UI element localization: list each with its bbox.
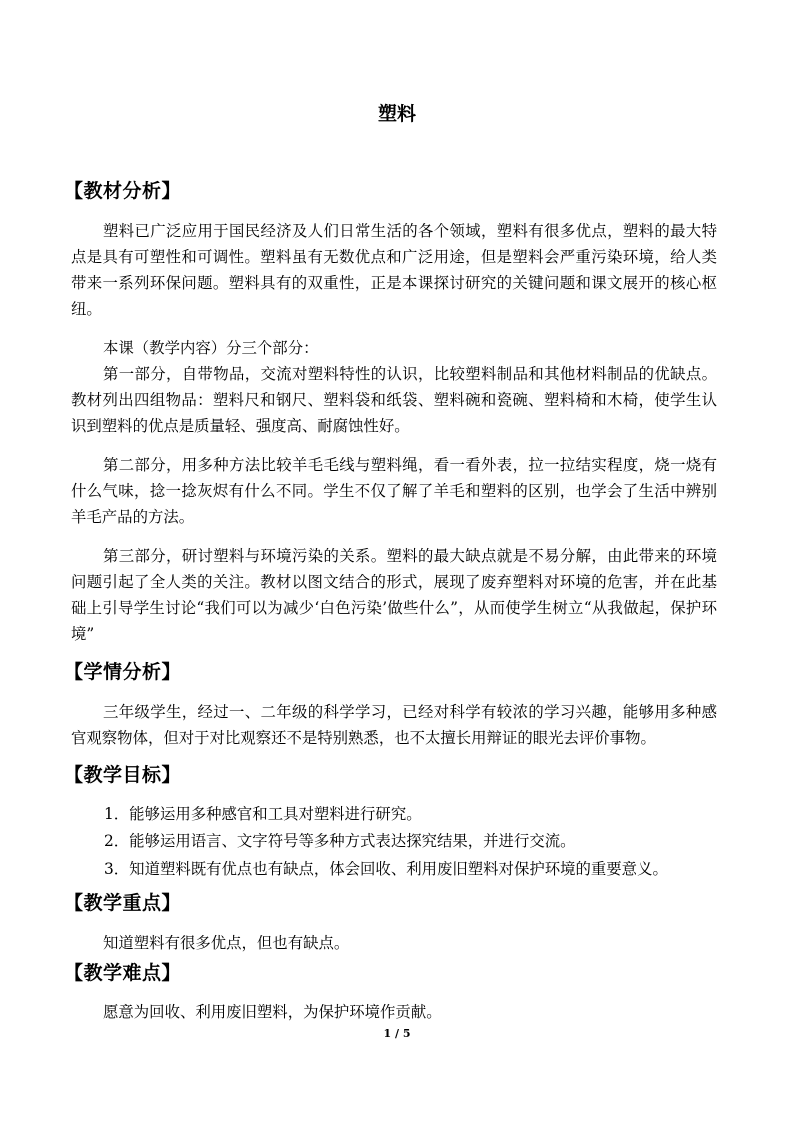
section-heading-teaching-goals: 【教学目标】 <box>64 764 182 786</box>
paragraph: 三年级学生，经过一、二年级的科学学习，已经对科学有较浓的学习兴趣，能够用多种感官观察物体，但对于对比观察还不是特别熟悉，也不太擅长用辩证的眼光去评价事物。 <box>71 703 717 747</box>
list-item: 2．能够运用语言、文字符号等多种方式表达探究结果，并进行交流。 <box>104 832 576 850</box>
section-heading-textbook-analysis: 【教材分析】 <box>64 180 182 202</box>
document-title: 塑料 <box>377 103 416 125</box>
list-item: 1．能够运用多种感官和工具对塑料进行研究。 <box>104 805 422 823</box>
list-item: 3．知道塑料既有优点也有缺点，体会回收、利用废旧塑料对保护环境的重要意义。 <box>104 860 668 878</box>
paragraph: 本课（教学内容）分三个部分： <box>103 339 319 357</box>
paragraph: 塑料已广泛应用于国民经济及人们日常生活的各个领域，塑料有很多优点，塑料的最大特点是具有可塑性和可调性。塑料虽有无数优点和广泛用途，但是塑料会严重污染环境，给人类带来一系列环保问题。塑料具有的双重性，正是本课探讨研究的关键问题和课文展开的核心枢纽。 <box>71 222 717 318</box>
page-number: 1 / 5 <box>383 1027 411 1040</box>
section-heading-key-points: 【教学重点】 <box>64 892 182 914</box>
section-heading-student-analysis: 【学情分析】 <box>64 661 182 683</box>
paragraph: 第二部分，用多种方法比较羊毛毛线与塑料绳，看一看外表，拉一拉结实程度，烧一烧有什么气味，捻一捻灰烬有什么不同。学生不仅了解了羊毛和塑料的区别，也学会了生活中辨别羊毛产品的方法。 <box>71 456 717 526</box>
section-heading-difficult-points: 【教学难点】 <box>64 962 182 984</box>
paragraph: 愿意为回收、利用废旧塑料，为保护环境作贡献。 <box>103 1003 442 1021</box>
paragraph: 第三部分，研讨塑料与环境污染的关系。塑料的最大缺点就是不易分解，由此带来的环境问题引起了全人类的关注。教材以图文结合的形式，展现了废弃塑料对环境的危害，并在此基础上引导学生讨论“我们可以为减少‘白色污染’做些什么”，从而使学生树立“从我做起，保护环境” <box>71 547 717 643</box>
paragraph: 第一部分，自带物品，交流对塑料特性的认识，比较塑料制品和其他材料制品的优缺点。教材列出四组物品：塑料尺和钢尺、塑料袋和纸袋、塑料碗和瓷碗、塑料椅和木椅，使学生认识到塑料的优点是质量轻、强度高、耐腐蚀性好。 <box>71 365 717 435</box>
paragraph: 知道塑料有很多优点，但也有缺点。 <box>103 934 350 952</box>
